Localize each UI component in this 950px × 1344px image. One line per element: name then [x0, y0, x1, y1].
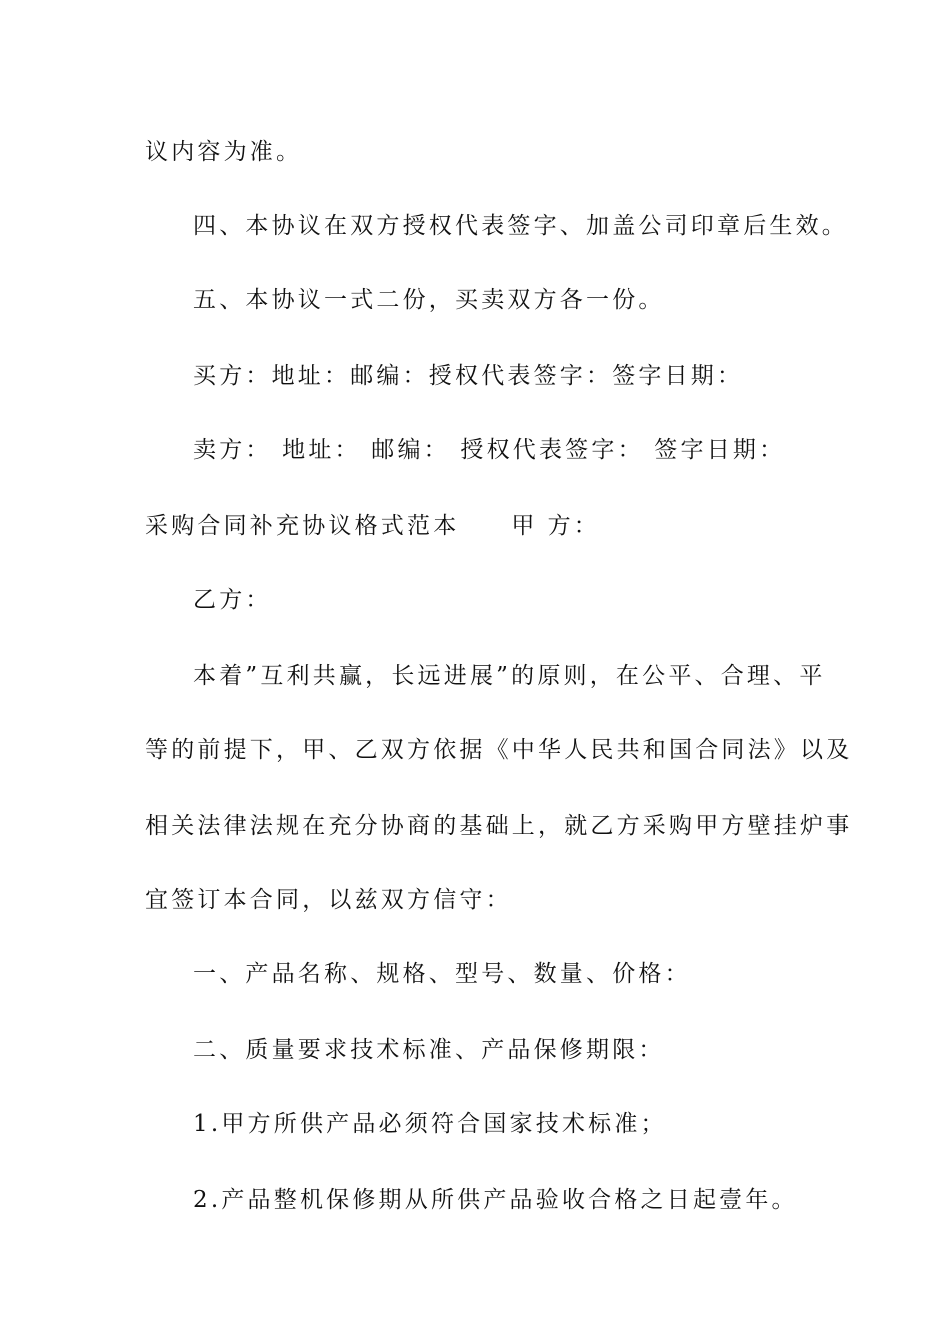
preamble-line-3: 相关法律法规在充分协商的基础上，就乙方采购甲方壁挂炉事 [145, 813, 853, 839]
article-one: 一、产品名称、规格、型号、数量、价格： [193, 961, 691, 987]
seller-postcode-label: 邮编： [371, 437, 450, 463]
seller-date-label: 签字日期： [654, 437, 786, 463]
party-a-label-part1: 甲 [511, 513, 538, 539]
article-two-item-2: 2.产品整机保修期从所供产品验收合格之日起壹年。 [193, 1187, 798, 1213]
preamble-line-4: 宜签订本合同，以兹双方信守： [145, 887, 512, 913]
preamble-line-2: 等的前提下，甲、乙双方依据《中华人民共和国合同法》以及 [145, 737, 853, 763]
seller-label: 卖方： [193, 437, 272, 463]
clause-five: 五、本协议一式二份，买卖双方各一份。 [193, 287, 665, 313]
clause-four: 四、本协议在双方授权代表签字、加盖公司印章后生效。 [193, 213, 848, 239]
agreement-title: 采购合同补充协议格式范本 [145, 513, 460, 539]
seller-signature-line [193, 434, 785, 466]
paragraph-continuation: 议内容为准。 [145, 139, 303, 165]
party-a-label-part2: 方： [547, 513, 601, 539]
agreement-title-line [145, 510, 600, 542]
article-two: 二、质量要求技术标准、产品保修期限： [193, 1037, 665, 1063]
party-b-label: 乙方： [193, 587, 272, 613]
preamble-line-1: 本着”互利共赢，长远进展”的原则，在公平、合理、平 [193, 663, 826, 689]
seller-address-label: 地址： [282, 437, 361, 463]
article-two-item-1: 1.甲方所供产品必须符合国家技术标准； [193, 1111, 667, 1137]
seller-representative-label: 授权代表签字： [460, 437, 644, 463]
buyer-signature-line: 买方：地址：邮编：授权代表签字：签字日期： [193, 363, 744, 389]
